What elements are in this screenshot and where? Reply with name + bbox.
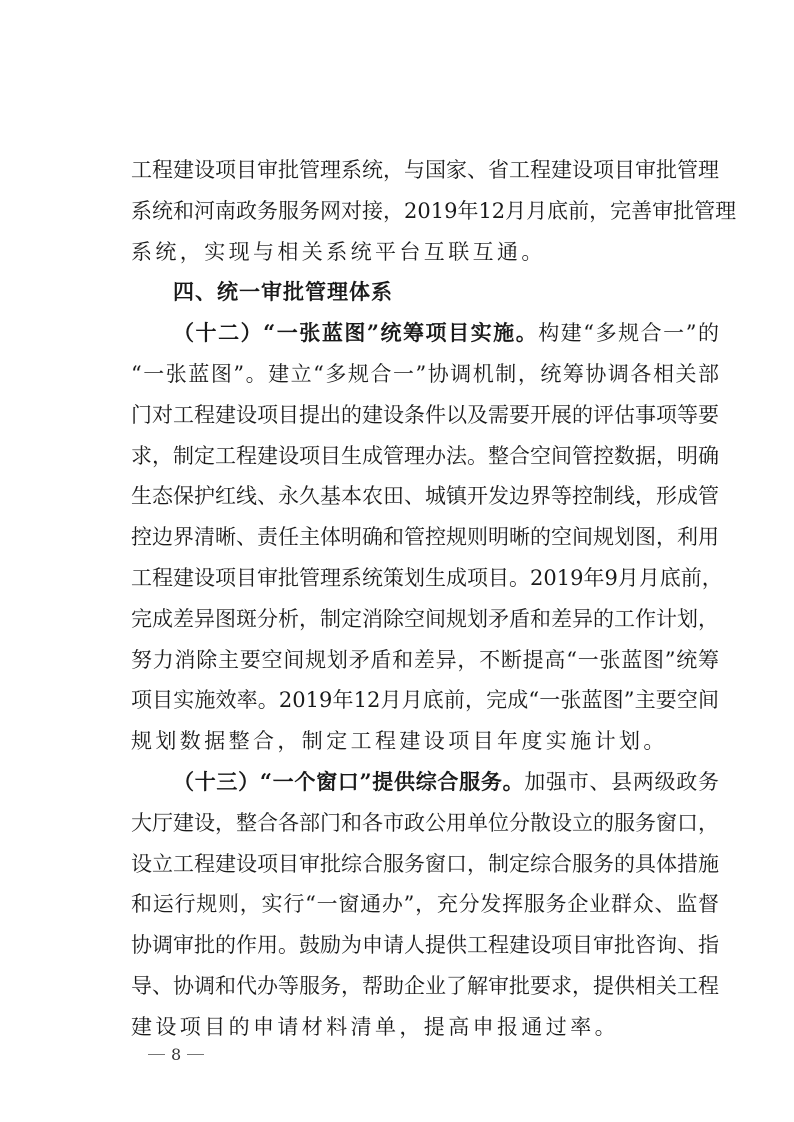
document-body [131, 150, 737, 1048]
text-line: 设立工程建设项目审批综合服务窗口，制定综合服务的具体措施 [131, 851, 719, 876]
text-line: 求，制定工程建设项目生成管理办法。整合空间管控数据，明确 [131, 443, 719, 468]
text-line: 工程建设项目审批管理系统，与国家、省工程建设项目审批管理 [131, 158, 719, 182]
text-line: 控边界清晰、责任主体明确和管控规则明晰的空间规划图，利用 [131, 525, 719, 550]
text-line: 项目实施效率。2019年12月月底前，完成“一张蓝图”主要空间 [131, 688, 719, 713]
page-number [148, 1045, 204, 1064]
item-13-first-line-text: 加强市、县两级政务 [524, 769, 719, 794]
item-13-title: （十三）“一个窗口”提供综合服务。 [173, 768, 525, 794]
page-number-text: 8 [171, 1045, 182, 1064]
text-line: 系统，实现与相关系统平台互联互通。 [131, 239, 546, 264]
text-line: 规划数据整合，制定工程建设项目年度实施计划。 [131, 729, 668, 754]
item-12-first-line-text: 构建“多规合一”的 [538, 321, 719, 346]
text-line: 建设项目的申请材料清单，提高申报通过率。 [131, 1014, 619, 1039]
page-number-dash-right [187, 1054, 204, 1055]
item-12-title: （十二）“一张蓝图”统筹项目实施。 [173, 320, 539, 346]
page-number-dash-left [148, 1054, 165, 1055]
text-line: 工程建设项目审批管理系统策划生成项目。2019年9月月底前， [131, 565, 723, 590]
text-line: 导、协调和代办等服务，帮助企业了解审批要求，提供相关工程 [131, 973, 719, 998]
item-13-first-line [131, 762, 719, 803]
text-line: 生态保护红线、永久基本农田、城镇开发边界等控制线，形成管 [131, 484, 719, 509]
text-line: 完成差异图斑分析，制定消除空间规划矛盾和差异的工作计划， [131, 606, 719, 631]
text-line: 门对工程建设项目提出的建设条件以及需要开展的评估事项等要 [131, 402, 719, 427]
text-line: 协调审批的作用。鼓励为申请人提供工程建设项目审批咨询、指 [131, 933, 719, 958]
text-line: 系统和河南政务服务网对接，2019年12月月底前，完善审批管理 [131, 198, 737, 223]
item-12-first-line [131, 313, 719, 354]
text-line: “一张蓝图”。建立“多规合一”协调机制，统筹协调各相关部 [131, 361, 719, 386]
section-heading: 四、统一审批管理体系 [173, 280, 393, 305]
text-line: 和运行规则，实行“一窗通办”，充分发挥服务企业群众、监督 [131, 892, 719, 917]
text-line: 大厅建设，整合各部门和各市政公用单位分散设立的服务窗口， [131, 810, 719, 835]
text-line: 努力消除主要空间规划矛盾和差异，不断提高“一张蓝图”统筹 [131, 647, 719, 672]
